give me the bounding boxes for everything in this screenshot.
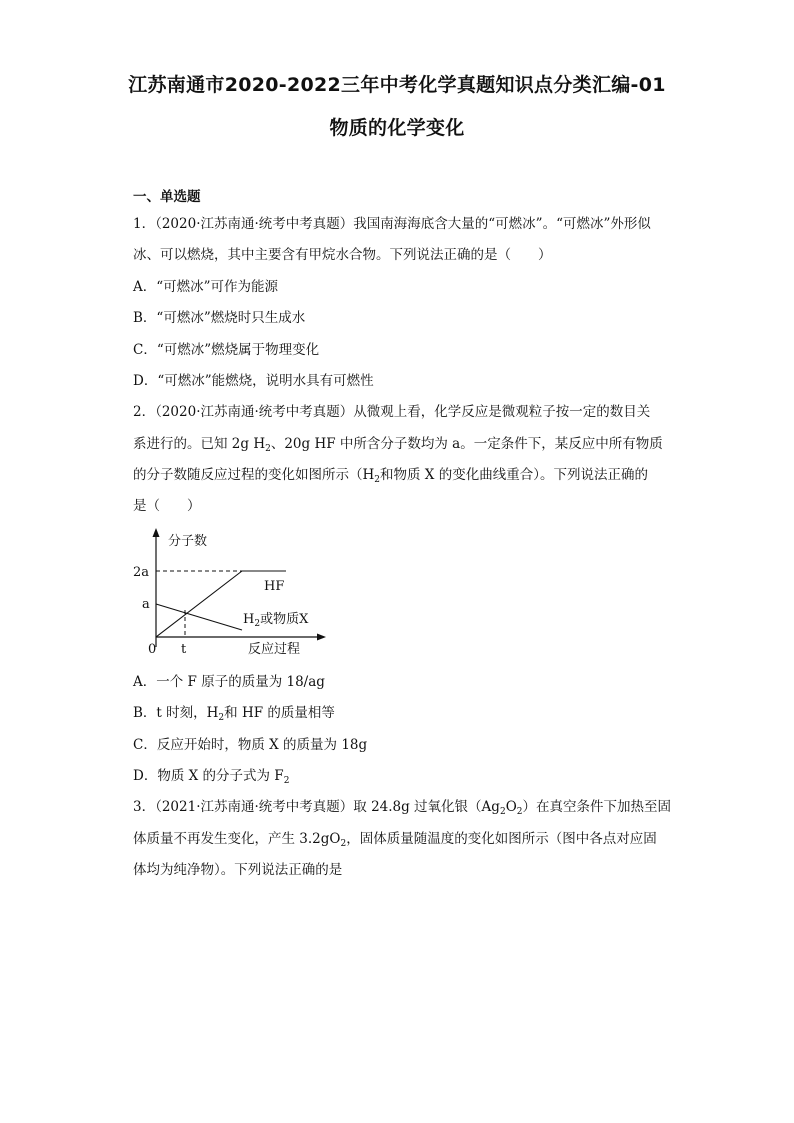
series-label-hf: HF (264, 579, 285, 594)
x-tick-t: t (181, 642, 187, 657)
y-tick-2a: 2a (133, 565, 150, 580)
q2-stem-line1: 2．（2020·江苏南通·统考中考真题）从微观上看，化学反应是微观粒子按一定的数目关 (133, 404, 651, 420)
q1-stem-line2: 冰、可以燃烧，其中主要含有甲烷水合物。下列说法正确的是（ ） (133, 247, 552, 263)
q2-option-d: D．物质 X 的分子式为 $F_2$ (133, 768, 290, 786)
q2-option-b: B．t 时刻，$H_2$和 HF 的质量相等 (133, 705, 335, 723)
y-axis-label: 分子数 (168, 534, 208, 549)
origin-label: 0 (148, 642, 157, 657)
q3-stem-line1: 3．（2021·江苏南通·统考中考真题）取 24.8g 过氧化银$(Ag_2O_2)$在真空条件下加热至固 (133, 799, 671, 817)
y-tick-a: a (142, 597, 150, 612)
series-label-h2-or-x: $H_2$或物质X (243, 612, 309, 629)
q2-stem-line2: 系进行的。已知 2g $H_2$、20g HF 中所含分子数均为 a。一定条件下，某反应中所有物质 (133, 436, 663, 454)
x-axis-arrow (317, 634, 326, 641)
q1-option-b: B．“可燃冰”燃烧时只生成水 (133, 310, 306, 326)
q2-stem-line4: 是（ ） (133, 498, 201, 514)
q2-stem-line3: 的分子数随反应过程的变化如图所示（$H_2$和物质 X 的变化曲线重合）。下列说法正确的 (133, 467, 648, 485)
q3-stem-line2: 体质量不再发生变化，产生 $3.2gO_2$，固体质量随温度的变化如图所示（图中各点对应固 (133, 831, 657, 849)
q1-stem-line1: 1．（2020·江苏南通·统考中考真题）我国南海海底含大量的“可燃冰”。“可燃冰”外形似 (133, 216, 651, 232)
section-heading: 一、单选题 (133, 189, 201, 205)
x-axis-label: 反应过程 (248, 642, 301, 657)
series-h2-or-x (156, 604, 242, 630)
q2-option-c: C．反应开始时，物质 X 的质量为 18g (133, 737, 368, 753)
y-axis-arrow (153, 528, 160, 537)
q2-option-a: A．一个 F 原子的质量为 18/ag (133, 674, 325, 690)
q1-option-c: C．“可燃冰”燃烧属于物理变化 (133, 342, 320, 358)
q1-option-d: D．“可燃冰”能燃烧，说明水具有可燃性 (133, 373, 374, 389)
q3-stem-line3: 体均为纯净物）。下列说法正确的是 (133, 862, 343, 878)
document-title-line2: 物质的化学变化 (329, 117, 465, 139)
document-title-line1: 江苏南通市2020-2022三年中考化学真题知识点分类汇编-01 (128, 74, 666, 96)
molecule-count-chart (130, 525, 330, 660)
q1-option-a: A．“可燃冰”可作为能源 (133, 279, 279, 295)
